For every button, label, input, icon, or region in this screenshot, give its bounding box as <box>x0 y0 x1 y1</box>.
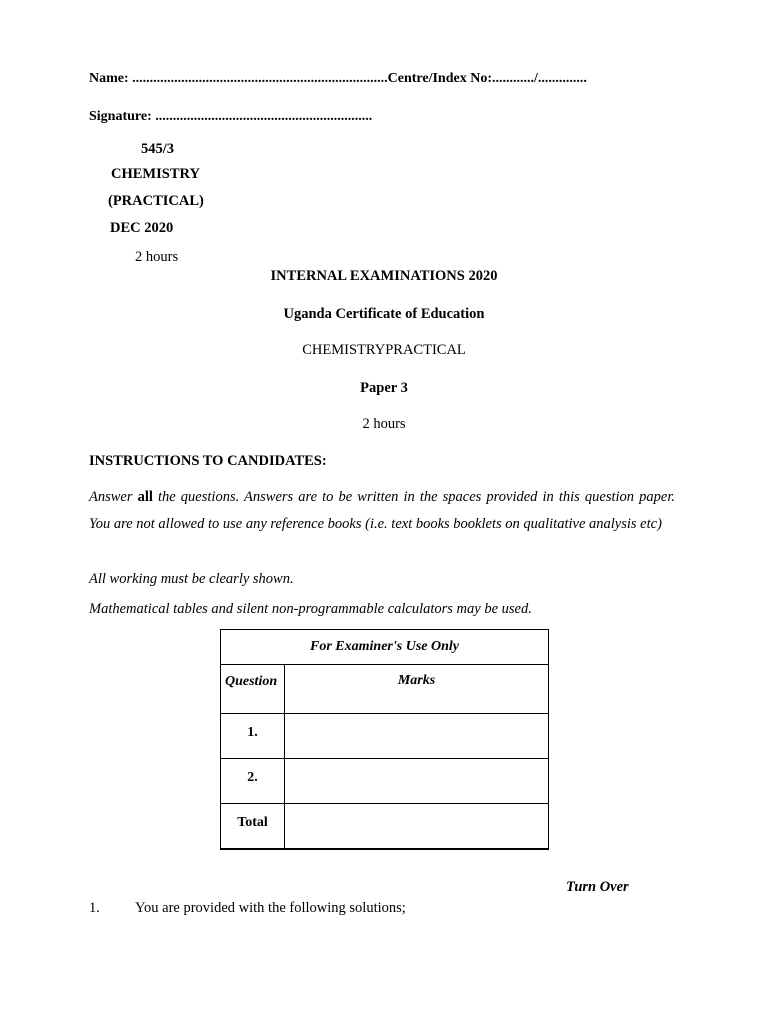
paper-code: 545/3 <box>141 141 175 157</box>
exam-title: INTERNAL EXAMINATIONS 2020 <box>270 268 498 284</box>
paper-number: Paper 3 <box>360 380 408 396</box>
question-2-label: 2. <box>221 759 285 804</box>
duration-left: 2 hours <box>135 249 179 265</box>
duration-center: 2 hours <box>362 416 406 432</box>
subject-title: CHEMISTRYPRACTICAL <box>302 342 466 358</box>
examiner-table-title: For Examiner's Use Only <box>221 630 549 665</box>
instructions-paragraph-3: Mathematical tables and silent non-programmable calculators may be used. <box>89 601 532 617</box>
question-1-marks-cell <box>285 714 549 759</box>
certificate-title: Uganda Certificate of Education <box>283 306 485 322</box>
question-column-header: Question <box>221 665 285 714</box>
examiner-table <box>220 629 549 850</box>
exam-date: DEC 2020 <box>110 220 174 236</box>
question-1-label: 1. <box>221 714 285 759</box>
instructions-paragraph-2: All working must be clearly shown. <box>89 571 294 587</box>
instructions-paragraph-1: Answer all the questions. Answers are to be written in the spaces provided in this question paper. You are not allowed to use any reference books (i.e. text books booklets on qualitative analysis etc) <box>89 489 675 532</box>
instructions-heading: INSTRUCTIONS TO CANDIDATES: <box>89 453 327 469</box>
turn-over-note: Turn Over <box>566 879 629 895</box>
question-text: You are provided with the following solutions; <box>135 900 406 916</box>
question-number: 1. <box>89 900 100 916</box>
name-centre-line: Name: .........................................................................Centre/Index No:............/.............. <box>89 71 587 86</box>
marks-column-header: Marks <box>285 665 549 714</box>
question-2-marks-cell <box>285 759 549 804</box>
signature-line: Signature: .............................................................. <box>89 109 373 124</box>
total-marks-cell <box>285 804 549 850</box>
subject-name: CHEMISTRY <box>111 166 200 182</box>
total-label: Total <box>221 804 285 850</box>
paper-type: (PRACTICAL) <box>108 193 204 209</box>
